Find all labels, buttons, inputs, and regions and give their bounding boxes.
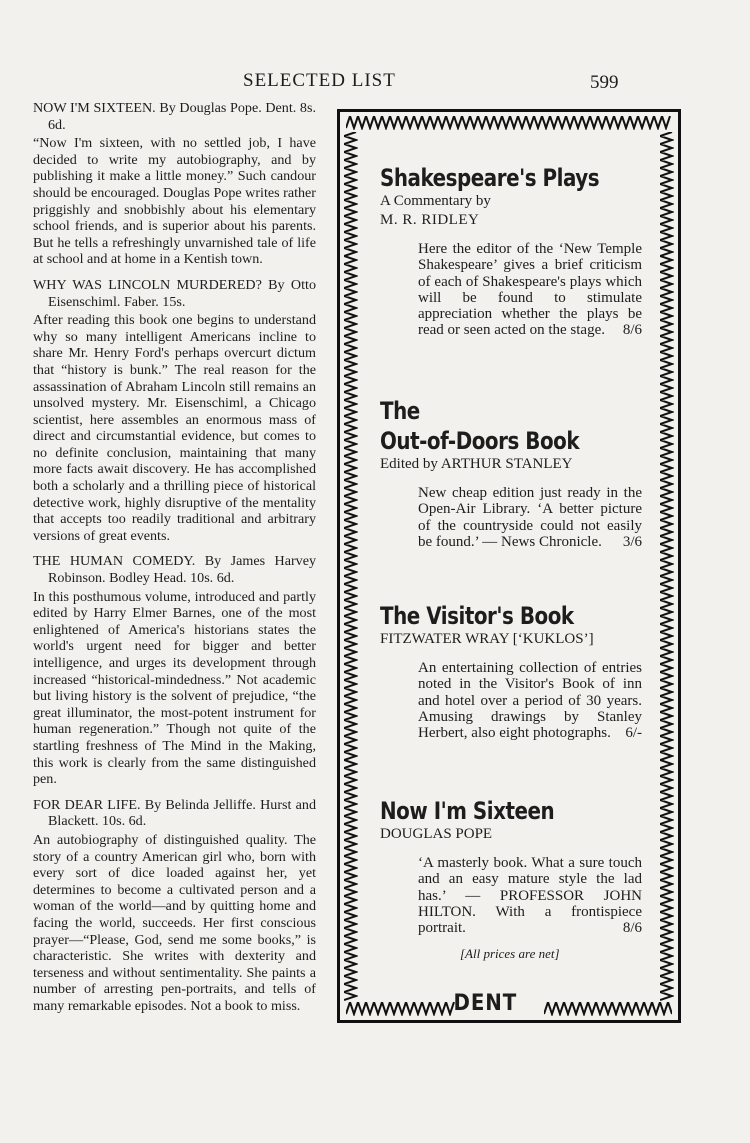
- book-title: Now I'm Sixteen: [380, 797, 555, 825]
- review-body: “Now I'm sixteen, with no settled job, I have decided to write my autobiography, and by publishing it make a little money.” Such candour should be encouraged. Douglas Pope writes rather priggishly and snobbishly about his elementary school friends, and is superior about his parents. But he tells a refreshingly unvarnished tale of life at school and at home in a Kentish town.: [33, 135, 316, 268]
- border-bottom-right: [544, 1002, 672, 1016]
- book-price: 8/6: [622, 322, 642, 339]
- ad-book-4: [380, 797, 642, 936]
- border-right: [660, 132, 674, 1002]
- border-left: [344, 132, 358, 1002]
- review-column: [33, 100, 316, 1014]
- dent-advertisement: [337, 109, 681, 1023]
- book-title: The: [380, 397, 420, 425]
- book-editor: Edited by ARTHUR STANLEY: [380, 456, 573, 472]
- page-title: SELECTED LIST: [243, 70, 396, 91]
- book-title-line2: Out-of-Doors Book: [380, 427, 580, 455]
- ad-book-1: [380, 164, 642, 339]
- ad-book-2: [380, 397, 642, 550]
- book-blurb: An entertaining collection of entries noted in the Visitor's Book of inn and hotel over a period of 30 years. Amusing drawings by Stanley Herbert, also eight photographs. 6/-: [418, 660, 642, 742]
- book-price: 6/-: [625, 725, 642, 742]
- review-heading: THE HUMAN COMEDY. By James Harvey Robinson. Bodley Head. 10s. 6d.: [33, 553, 316, 587]
- publisher-name: DENT: [453, 991, 518, 1016]
- book-blurb: Here the editor of the ‘New Temple Shakespeare’ gives a brief criticism of each of Shakespeare's plays which will be found to stimulate appreciation whether the plays be read or seen acted on the stage. 8/6: [418, 241, 642, 339]
- ad-book-3: [380, 602, 642, 741]
- running-header: [0, 70, 750, 94]
- book-author: DOUGLAS POPE: [380, 826, 493, 842]
- book-author: M. R. RIDLEY: [380, 212, 480, 228]
- border-top: [346, 116, 672, 130]
- book-subtitle: A Commentary by: [380, 193, 491, 209]
- book-blurb: ‘A masterly book. What a sure touch and an easy mature style the lad has.’ — PROFESSOR JOHN HILTON. With a frontispiece portrait. 8/6: [418, 855, 642, 937]
- page-number: 599: [590, 72, 619, 93]
- review-body: An autobiography of distinguished quality. The story of a country American girl who, born with every sort of dice loaded against her, yet determines to become a cultivated person and a woman of the world—and by quitting home and facing the world, succeeds. Her first conscious prayer—“Please, God, send me some books,” is characteristic. She writes with dexterity and terseness and without sentimentality. She paints a number of arresting pen-portraits, and tells of many remarkable episodes. Not a book to miss.: [33, 831, 316, 1014]
- book-title: The Visitor's Book: [380, 602, 574, 630]
- book-price: 3/6: [622, 533, 642, 550]
- review-heading: NOW I'M SIXTEEN. By Douglas Pope. Dent. 8s. 6d.: [33, 100, 316, 133]
- book-price: 8/6: [622, 920, 642, 937]
- book-author: FITZWATER WRAY [‘KUKLOS’]: [380, 631, 594, 647]
- prices-note: [All prices are net]: [460, 946, 560, 961]
- review-heading: WHY WAS LINCOLN MURDERED? By Otto Eisenschiml. Faber. 15s.: [33, 276, 316, 310]
- border-bottom-left: [346, 1002, 456, 1016]
- review-heading: FOR DEAR LIFE. By Belinda Jelliffe. Hurst and Blackett. 10s. 6d.: [33, 796, 316, 830]
- book-title: Shakespeare's Plays: [380, 164, 600, 192]
- review-body: After reading this book one begins to understand why so many intelligent Americans incline to share Mr. Henry Ford's perhaps overcurt dictum that “history is bunk.” The real reason for the assassination of Abraham Lincoln still remains an unsolved mystery. Mr. Eisenschiml, a Chicago scientist, here assembles an enormous mass of direct and circumstantial evidence, but comes to no definite conclusion, maintaining that many more facts await discovery. He has accomplished both a scholarly and a thrilling piece of historical detective work, highly disruptive of the mentality that accepts too readily traditional and arbitrary versions of great events.: [33, 312, 316, 544]
- book-blurb: New cheap edition just ready in the Open-Air Library. ‘A better picture of the countryside could not easily be found.’ — News Chronicle. 3/6: [418, 485, 642, 550]
- review-body: In this posthumous volume, introduced and partly edited by Harry Elmer Barnes, one of the most enlightened of America's historians states the world's urgent need for bigger and better intelligence, and urges its development through increased “historical-mindedness.” Not academic but living history is the solvent of prejudice, “the great illuminator, the most-potent instrument for human regeneration.” Though not quite of the startling freshness of The Mind in the Making, this work is clearly from the same distinguished pen.: [33, 588, 316, 788]
